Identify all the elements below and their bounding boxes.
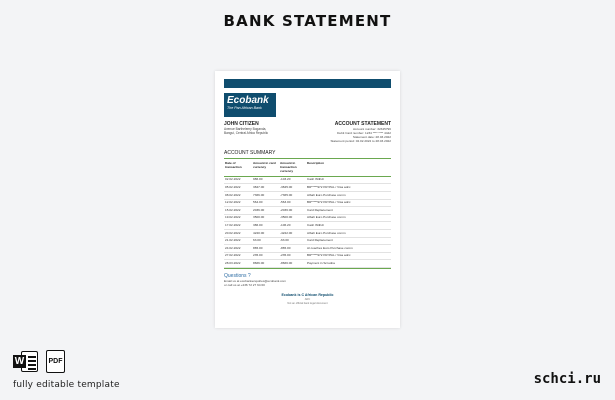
table-cell: 986.00 [252, 176, 279, 184]
table-cell: -235.00 [279, 252, 306, 260]
table-row [224, 176, 391, 184]
table-cell: 15.02.2022 [224, 207, 252, 215]
editable-note: fully editable template [13, 380, 120, 390]
table-cell: -4222.00 [279, 229, 306, 237]
summary-divider [224, 158, 391, 159]
table-cell: 20.02.2022 [224, 229, 252, 237]
logo-tagline: The Pan African Bank [227, 106, 262, 110]
transactions-table [224, 161, 391, 268]
table-row [224, 245, 391, 253]
table-cell: 05.02.2022 [224, 184, 252, 192]
table-cell: 865.00 [252, 245, 279, 253]
table-cell: 3847.00 [252, 184, 279, 192]
footer-small-1: ARC [304, 298, 311, 302]
table-cell: 27.02.2022 [224, 252, 252, 260]
pdf-label: PDF [48, 358, 63, 365]
table-cell: Albah Euro Purchase comm [306, 214, 391, 222]
questions-email: Email us at ecobankenquiries@ecobank.com [224, 278, 286, 283]
table-cell: 7366.00 [252, 191, 279, 199]
questions-phone: or call us at +236 72 27 64 60 [224, 282, 265, 287]
table-row [224, 207, 391, 215]
table-row [224, 237, 391, 245]
table-cell: Cash Withdr [306, 222, 391, 230]
table-cell: 19.02.2022 [224, 214, 252, 222]
card-number: Debit Card number: 1234 **** **** 4442 [337, 131, 391, 136]
customer-block [224, 121, 268, 143]
table-cell: -7365.00 [279, 191, 306, 199]
table-cell: 564.00 [252, 199, 279, 207]
customer-name: JOHN CITIZEN [224, 121, 259, 127]
table-cell: 235.00 [252, 252, 279, 260]
column-header: Description [306, 161, 391, 176]
word-icon[interactable] [13, 349, 38, 374]
table-cell: 02.02.2022 [224, 176, 252, 184]
table-cell: -2036.00 [279, 207, 306, 215]
table-cell: -865.00 [279, 245, 306, 253]
bank-logo [224, 93, 276, 117]
table-end-divider [224, 268, 391, 269]
table-row [224, 214, 391, 222]
statement-period: Statement period: 02.02.2022 to 28.03.2022 [330, 139, 391, 144]
table-cell: BR*****972 PAYPAL / Visa adcc [306, 184, 391, 192]
table-cell: Albah Euro Purchase comm [306, 191, 391, 199]
table-cell: BR*****972 PAYPAL / Visa adcc [306, 199, 391, 207]
table-row [224, 184, 391, 192]
table-cell: Payment in Scrudna [306, 260, 391, 268]
table-cell: -103.20 [279, 176, 306, 184]
table-cell: 12.02.2022 [224, 199, 252, 207]
footer-small-2: Not an official bank legal document [287, 301, 328, 305]
table-cell: -3845.00 [279, 184, 306, 192]
summary-title: ACCOUNT SUMMARY [224, 150, 276, 157]
table-header-row [224, 161, 391, 176]
table-cell: 63.00 [252, 237, 279, 245]
table-cell: 4220.00 [252, 229, 279, 237]
page-title: BANK STATEMENT [223, 12, 392, 30]
table-cell: -63.00 [279, 237, 306, 245]
account-block [330, 121, 391, 143]
table-cell: -3500.00 [279, 214, 306, 222]
statement-date: Statement date: 28.03.2022 [352, 135, 391, 140]
logo-name: Ecobank [227, 95, 269, 106]
table-cell: 3500.00 [252, 214, 279, 222]
table-cell: -106.20 [279, 222, 306, 230]
account-number: Account number: 32345796 [352, 127, 391, 131]
table-row [224, 252, 391, 260]
table-cell: 24.02.2022 [224, 245, 252, 253]
questions-title: Questions ? [224, 272, 251, 279]
table-cell: 2036.00 [252, 207, 279, 215]
table-row [224, 191, 391, 199]
table-cell: 28.03.2022 [224, 260, 252, 268]
table-cell: Albah Euro Purchase comm [306, 229, 391, 237]
table-cell: -563.00 [279, 199, 306, 207]
statement-preview[interactable] [215, 71, 400, 328]
table-cell: Card Replacement [306, 237, 391, 245]
table-cell: Card Replacement [306, 207, 391, 215]
table-cell: 386.00 [252, 222, 279, 230]
table-cell: 08.02.2022 [224, 191, 252, 199]
format-icons [13, 349, 68, 374]
customer-address-2: Bangui, Central Africa Republic [224, 131, 269, 136]
table-cell: 17.02.2022 [224, 222, 252, 230]
column-header: Date of transaction [224, 161, 252, 176]
table-row [224, 260, 391, 268]
table-row [224, 229, 391, 237]
statement-title: ACCOUNT STATEMENT [334, 121, 391, 127]
header-bar [224, 79, 391, 88]
table-row [224, 199, 391, 207]
statement-footer [224, 293, 391, 305]
column-header: Amount in card currency [252, 161, 279, 176]
footer-bank: Ecobank is C African Republic [281, 293, 334, 298]
table-cell: Cash Withdr [306, 176, 391, 184]
statement-header [224, 121, 391, 143]
customer-address-1: Avenue Barthelemy Boganda, [224, 127, 267, 131]
table-cell: 21.02.2022 [224, 237, 252, 245]
column-header: Amount in transaction currency [279, 161, 306, 176]
table-cell: 8666.00 [252, 260, 279, 268]
pdf-icon[interactable] [43, 349, 68, 374]
table-row [224, 222, 391, 230]
word-letter: W [14, 356, 25, 367]
brand-watermark: schci.ru [533, 371, 601, 387]
table-cell: BR*****972 PAYPAL / Visa adcc [306, 252, 391, 260]
table-cell: -8666.00 [279, 260, 306, 268]
table-cell: Al coaches Euro Purchase comm [306, 245, 391, 253]
